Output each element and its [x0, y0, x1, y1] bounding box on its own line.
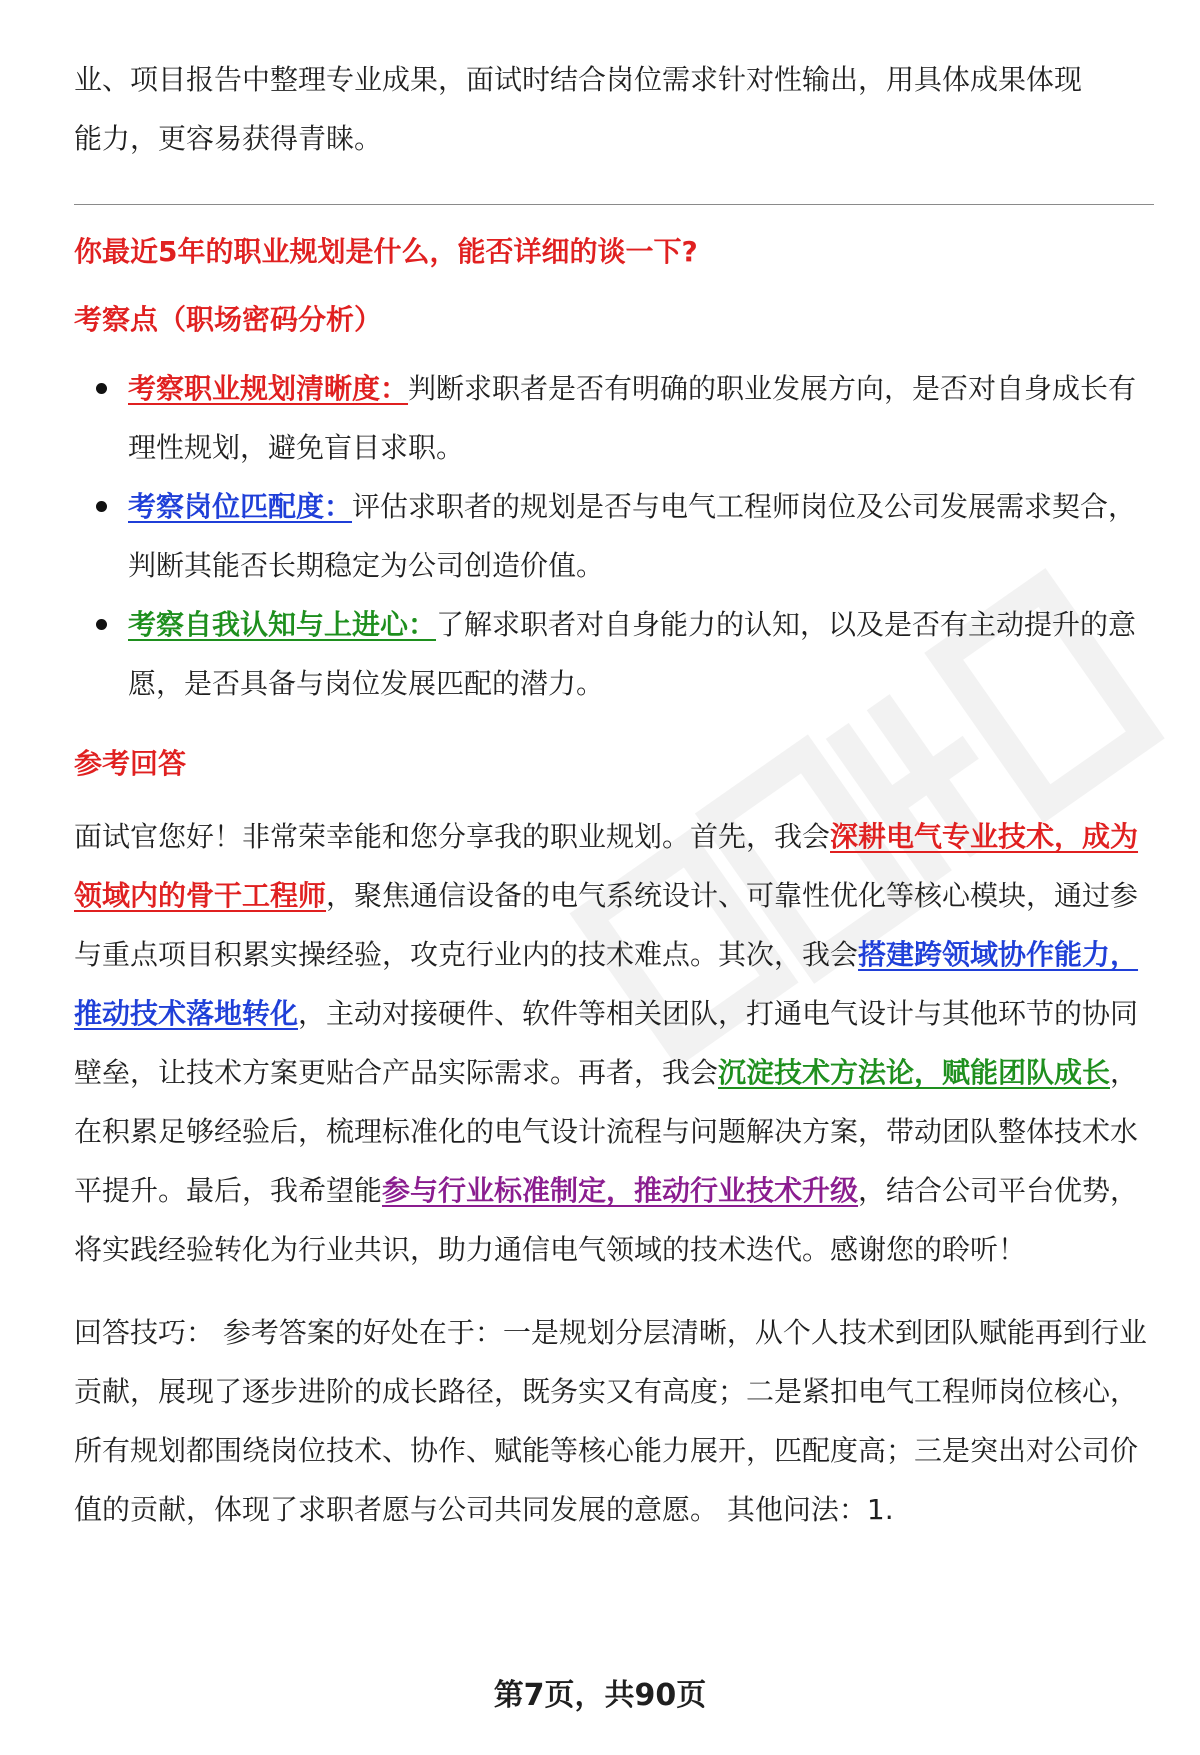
bullet-icon: [96, 383, 107, 394]
answer-text: ，聚焦通信设备的电气系统设计、可靠性优化等核心模块，通过参与重点项目积累实操经验，攻克行业内的技术难点。其次，我会: [74, 879, 1139, 971]
answer-text: ，主动对接硬件、软件等相关团队，打通电气设计与其他环节的协同壁垒，让技术方案更贴合产品实际需求。再者，我会: [74, 997, 1139, 1089]
point-keyword: 考察职业规划清晰度：: [128, 372, 409, 405]
question-title: 你最近5年的职业规划是什么，能否详细的谈一下?: [74, 235, 698, 268]
answer-keyword: 参与行业标准制定，推动行业技术升级: [382, 1174, 859, 1207]
answer-text: ，在积累足够经验后，梳理标准化的电气设计流程与问题解决方案，带动团队整体技术水平提升。最后，我希望能: [74, 1056, 1139, 1207]
document-page: [74, 50, 1154, 1539]
answer-paragraph: [74, 807, 1154, 1279]
answer-keyword: 沉淀技术方法论，赋能团队成长: [718, 1056, 1111, 1089]
bullet-icon: [96, 619, 107, 630]
list-item: [74, 595, 1154, 713]
list-item: [74, 477, 1154, 595]
point-text: 评估求职者的规划是否与电气工程师岗位及公司发展需求契合，判断其能否长期稳定为公司创造价值。: [128, 490, 1137, 582]
page-number: 第7页，共90页: [493, 1678, 707, 1713]
section-divider: [74, 204, 1154, 205]
answer-text: ，结合公司平台优势，将实践经验转化为行业共识，助力通信电气领域的技术迭代。感谢您的聆听！: [74, 1174, 1139, 1266]
point-text: 了解求职者对自身能力的认知，以及是否有主动提升的意愿，是否具备与岗位发展匹配的潜力。: [128, 608, 1137, 700]
intro-paragraph: [74, 50, 1154, 168]
bullet-icon: [96, 501, 107, 512]
point-text: 判断求职者是否有明确的职业发展方向，是否对自身成长有理性规划，避免盲目求职。: [128, 372, 1137, 464]
points-list: [74, 359, 1154, 713]
answer-keyword: 搭建跨领域协作能力，推动技术落地转化: [74, 938, 1139, 1030]
answer-keyword: 深耕电气专业技术，成为领域内的骨干工程师: [74, 820, 1139, 912]
intro-line-1: 业、项目报告中整理专业成果，面试时结合岗位需求针对性输出，用具体成果体现: [74, 63, 1083, 96]
tips-paragraph: 回答技巧： 参考答案的好处在于：一是规划分层清晰，从个人技术到团队赋能再到行业贡献，展现了逐步进阶的成长路径，既务实又有高度；二是紧扣电气工程师岗位核心，所有规划都围绕岗位技术、协作、赋能等核心能力展开，匹配度高；三是突出对公司价值的贡献，体现了求职者愿与公司共同发展的意愿。 其他问法：1.: [74, 1316, 1147, 1526]
points-heading: 考察点（职场密码分析）: [74, 303, 383, 336]
intro-line-2: 能力，更容易获得青睐。: [74, 122, 383, 155]
answer-heading: 参考回答: [74, 747, 187, 780]
list-item: [74, 359, 1154, 477]
point-keyword: 考察岗位匹配度：: [128, 490, 353, 523]
answer-text: 面试官您好！非常荣幸能和您分享我的职业规划。首先，我会: [74, 820, 831, 853]
point-keyword: 考察自我认知与上进心：: [128, 608, 437, 641]
